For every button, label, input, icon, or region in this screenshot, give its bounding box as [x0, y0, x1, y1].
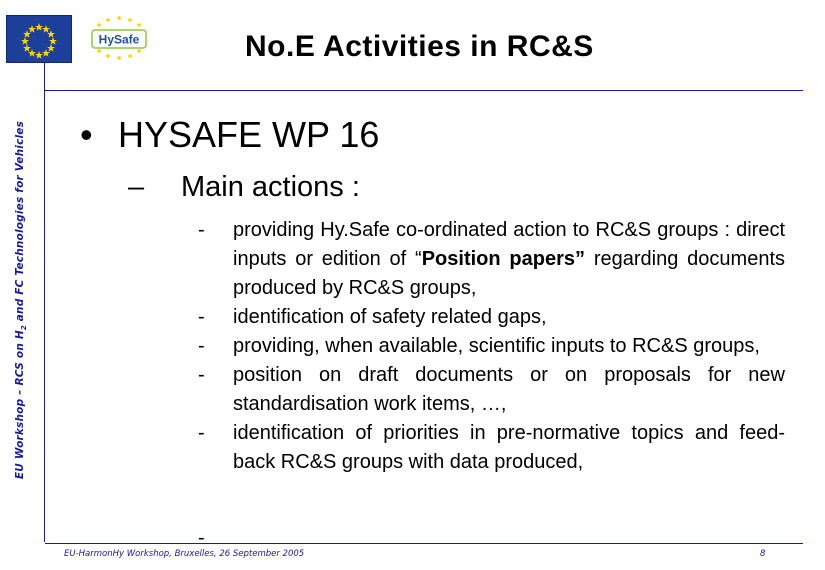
list-item-marker: - — [198, 306, 205, 328]
eu-flag-logo — [6, 15, 72, 63]
side-divider — [44, 62, 45, 542]
title-divider — [45, 90, 803, 91]
sub-heading-marker: – — [128, 171, 145, 203]
list-item-text-part: providing Hy.Safe co-ordinated action to RC&S groups : direct inputs or edition of “ — [233, 219, 785, 270]
list-item-text: providing, when available, scientific inputs to RC&S groups, — [233, 335, 760, 357]
list-item — [196, 419, 796, 477]
sub-heading-text: Main actions : — [181, 171, 360, 203]
main-bullet — [80, 115, 379, 155]
list-item-text: position on draft documents or on proposals for new standardisation work items, …, — [233, 364, 785, 415]
list-item — [196, 332, 796, 361]
hysafe-logo-icon — [78, 14, 160, 62]
list-item — [196, 303, 796, 332]
list-item-marker: - — [198, 364, 205, 386]
page-number: 8 — [760, 549, 766, 559]
list-item-text — [233, 216, 785, 303]
footer-text: EU-HarmonHy Workshop, Bruxelles, 26 September 2005 — [64, 549, 305, 559]
sub-heading — [128, 170, 360, 204]
hysafe-logo — [78, 14, 160, 62]
side-text-part-2: and FC Technologies for Vehicles — [13, 120, 26, 326]
list-item-text-part: regarding documents produced by RC&S groups, — [233, 248, 785, 299]
bullet-marker: • — [80, 114, 93, 155]
side-vertical-text — [14, 121, 28, 479]
eu-flag-icon — [7, 16, 71, 62]
list-item-text: identification of priorities in pre-normative topics and feed-back RC&S groups with data produced, — [233, 422, 785, 473]
side-text-part-1: EU Workshop – RCS on H — [13, 330, 26, 480]
side-text-subscript: 2 — [20, 325, 29, 331]
slide-title: No.E Activities in RC&S — [245, 30, 594, 63]
footer-divider — [45, 543, 803, 544]
list-item — [196, 216, 796, 303]
list-item-marker: - — [198, 422, 205, 444]
list-item — [196, 361, 796, 419]
hysafe-logo-text: HySafe — [98, 32, 140, 47]
main-bullet-text: HYSAFE WP 16 — [118, 114, 380, 155]
list-item-marker: - — [198, 219, 205, 241]
trailing-list-marker: - — [198, 528, 205, 542]
actions-list — [196, 216, 796, 477]
list-item-marker: - — [198, 335, 205, 357]
list-item-text: identification of safety related gaps, — [233, 306, 547, 328]
position-papers-emphasis: Position papers” — [421, 248, 586, 270]
